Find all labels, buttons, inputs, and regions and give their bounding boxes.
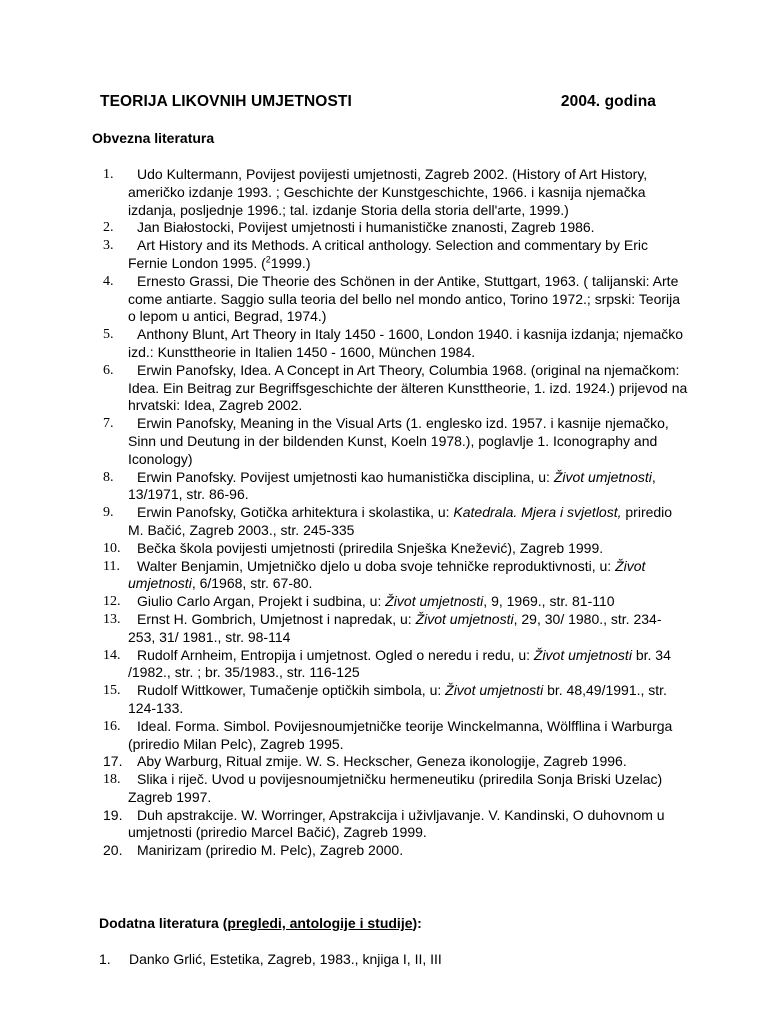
mandatory-literature-title: Obvezna literatura [92, 130, 215, 146]
list-item-number: 8. [103, 469, 114, 485]
list-item-number: 6. [103, 362, 114, 378]
list-item-number: 5. [103, 327, 114, 343]
list-item-text [128, 682, 688, 718]
citation-text: Ernst H. Gombrich, Umjetnost i napredak, u: [137, 610, 416, 627]
mandatory-literature-list [0, 166, 768, 860]
citation-text: 1999.) [270, 254, 311, 271]
journal-title: Život umjetnosti [415, 610, 514, 627]
list-item-number: 14. [103, 647, 121, 663]
citation-text: Giulio Carlo Argan, Projekt i sudbina, u: [137, 593, 386, 610]
list-item-text [128, 504, 688, 540]
list-item-number: 7. [103, 416, 114, 432]
course-title: TEORIJA LIKOVNIH UMJETNOSTI [100, 93, 352, 110]
list-item-number: 17. [103, 753, 123, 770]
list-item-number: 12. [103, 594, 121, 610]
list-item [0, 807, 768, 843]
list-item-number: 16. [103, 718, 121, 734]
citation-text: , 6/1968, str. 67-80. [191, 575, 313, 592]
list-item [0, 558, 768, 594]
citation-text: , 13/1971, str. 86-96. [128, 468, 656, 503]
list-item-number: 1. [99, 951, 111, 967]
additional-literature-title [99, 915, 422, 931]
journal-title: Život umjetnosti [445, 682, 544, 699]
journal-title: Život umjetnosti [533, 646, 632, 663]
list-item [0, 362, 768, 415]
list-item-number: 10. [103, 540, 121, 556]
list-item-number: 11. [103, 558, 120, 574]
list-item-text: Erwin Panofsky, Idea. A Concept in Art Theory, Columbia 1968. (original na njemačkom: Idea. Ein Beitrag zur Begriffsgeschichte der älteren Kunsttheorie, 1. izd. 1924.) prijevod na hrvatski: Idea, Zagreb 2002. [128, 361, 688, 414]
list-item-text: Erwin Panofsky, Meaning in the Visual Arts (1. englesko izd. 1957. i kasnije njemačko, Sinn und Deutung in der bildenden Kunst, Koeln 1978.), poglavlje 1. Iconography and Iconology) [128, 415, 669, 467]
list-item [0, 647, 768, 683]
citation-text: priredio M. Bačić, Zagreb 2003., str. 245-335 [128, 504, 673, 538]
list-item-number: 3. [103, 238, 114, 254]
list-item [0, 682, 768, 718]
list-item [0, 718, 768, 754]
list-item-number: 4. [103, 273, 114, 289]
journal-title: Katedrala. Mjera i svjetlost, [453, 504, 622, 521]
citation-text: Art History and its Methods. A critical anthology. Selection and commentary by Eric Fernie London 1995. ( [128, 237, 648, 271]
list-item-number: 20. [103, 842, 123, 859]
list-item-text [128, 647, 688, 683]
list-item-text: Jan Białostocki, Povijest umjetnosti i humanističke znanosti, Zagreb 1986. [137, 219, 595, 236]
list-item [0, 326, 768, 362]
citation-text: , 29, 30/ 1980., str. 234-253, 31/ 1981., str. 98-114 [128, 610, 662, 645]
list-item [0, 540, 768, 558]
list-item-text: Manirizam (priredio M. Pelc), Zagreb 2000. [137, 842, 404, 859]
list-item-text [128, 469, 688, 505]
list-item-number: 9. [103, 505, 114, 521]
journal-title: Život umjetnosti [128, 557, 646, 592]
list-item-text [128, 237, 688, 273]
citation-text: Rudolf Wittkower, Tumačenje optičkih simbola, u: [137, 682, 446, 699]
list-item [0, 593, 768, 611]
list-item [0, 415, 768, 468]
list-item [0, 504, 768, 540]
citation-text: Rudolf Arnheim, Entropija i umjetnost. Ogled o neredu i redu, u: [137, 646, 534, 663]
list-item [0, 771, 768, 807]
list-item [0, 842, 768, 860]
list-item-text: Ernesto Grassi, Die Theorie des Schönen in der Antike, Stuttgart, 1963. ( talijanski: Arte come antiarte. Saggio sulla teoria del bello nel mondo antico, Torino 1972.; srpski: Teorija o lepom u antici, Begrad, 1974.) [128, 272, 681, 325]
list-item [0, 273, 768, 326]
citation-text: Erwin Panofsky, Gotička arhitektura i skolastika, u: [137, 504, 454, 521]
journal-title: Život umjetnosti [553, 468, 652, 485]
additional-literature-list [99, 951, 442, 967]
list-item-text: Duh apstrakcije. W. Worringer, Apstrakcija i uživljavanje. V. Kandinski, O duhovnom u umjetnosti (priredio Marcel Bačić), Zagreb 1999. [128, 806, 665, 841]
list-item [0, 219, 768, 237]
list-item-number: 18. [103, 772, 121, 788]
course-year: 2004. godina [560, 93, 656, 110]
list-item [0, 753, 768, 771]
list-item-number: 1. [103, 167, 114, 182]
additional-title-prefix: Dodatna literatura ( [99, 915, 228, 931]
list-item [0, 469, 768, 505]
journal-title: Život umjetnosti [385, 593, 484, 610]
list-item-text [128, 593, 688, 611]
list-item-text: Ideal. Forma. Simbol. Povijesnoumjetničke teorije Winckelmanna, Wölfflina i Warburga (priredio Milan Pelc), Zagreb 1995. [128, 717, 673, 752]
list-item-text [128, 611, 688, 647]
additional-title-underlined: pregledi, antologije i studije [227, 915, 413, 931]
list-item [0, 611, 768, 647]
citation-text: Walter Benjamin, Umjetničko djelo u doba svoje tehničke reproduktivnosti, u: [137, 557, 616, 574]
list-item-number: 15. [103, 683, 121, 699]
list-item-number: 13. [103, 611, 121, 627]
edition-superscript: 2 [265, 254, 271, 265]
list-item [0, 237, 768, 273]
list-item-text: Danko Grlić, Estetika, Zagreb, 1983., knjiga I, II, III [129, 951, 442, 967]
list-item-text: Udo Kultermann, Povijest povijesti umjetnosti, Zagreb 2002. (History of Art History, američko izdanje 1993. ; Geschichte der Kunstgeschichte, 1966. i kasnija njemačka izdanja, posljednje 1996.; tal. izdanje Storia della storia dell'arte, 1999.) [128, 166, 648, 218]
list-item-text: Anthony Blunt, Art Theory in Italy 1450 - 1600, London 1940. i kasnija izdanja; njemačko izd.: Kunsttheorie in Italien 1450 - 1600, München 1984. [128, 326, 684, 360]
citation-text: , 9, 1969., str. 81-110 [483, 593, 615, 610]
list-item [0, 166, 768, 219]
citation-text: br. 48,49/1991., str. 124-133. [128, 682, 667, 716]
citation-text: br. 34 /1982., str. ; br. 35/1983., str. 116-125 [128, 646, 671, 681]
list-item-number: 2. [103, 220, 114, 236]
document-heading [100, 93, 656, 111]
list-item-text [128, 558, 688, 594]
list-item-number: 19. [103, 806, 123, 823]
additional-title-suffix: ): [412, 915, 422, 931]
list-item-text: Aby Warburg, Ritual zmije. W. S. Heckscher, Geneza ikonologije, Zagreb 1996. [137, 753, 627, 770]
list-item-text: Bečka škola povijesti umjetnosti (priredila Snješka Knežević), Zagreb 1999. [137, 539, 604, 556]
citation-text: Erwin Panofsky. Povijest umjetnosti kao humanistička disciplina, u: [137, 468, 554, 485]
list-item-text: Slika i riječ. Uvod u povijesnoumjetničku hermeneutiku (priredila Sonja Briski Uzelac) Zagreb 1997. [128, 771, 663, 805]
list-item [99, 951, 442, 967]
